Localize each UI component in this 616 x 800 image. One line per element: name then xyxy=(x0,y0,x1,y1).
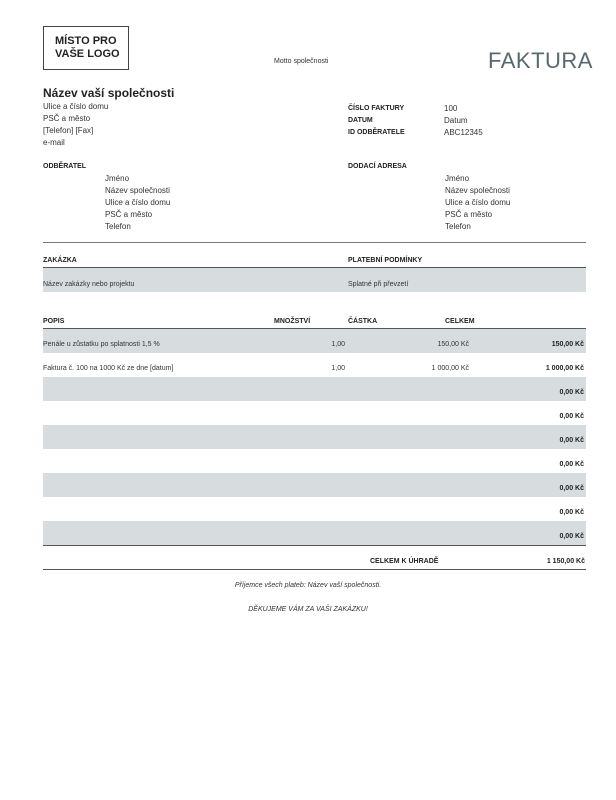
document-title: FAKTURA xyxy=(488,48,593,73)
row-total: 0,00 Kč xyxy=(559,485,584,492)
table-bottom-rule xyxy=(43,545,586,546)
table-row xyxy=(43,425,586,449)
shipping-address xyxy=(445,173,510,233)
logo-placeholder xyxy=(43,26,129,70)
company-motto: Motto společnosti xyxy=(274,58,329,65)
row-total: 0,00 Kč xyxy=(559,509,584,516)
thank-you-note: DĚKUJEME VÁM ZA VAŠI ZAKÁZKU! xyxy=(248,606,368,613)
invoice-info xyxy=(348,102,548,138)
job-label: ZAKÁZKA xyxy=(43,257,77,264)
shipping-label: DODACÍ ADRESA xyxy=(348,163,407,170)
company-address xyxy=(43,101,108,149)
table-row xyxy=(43,521,586,545)
row-quantity: 1,00 xyxy=(331,341,345,348)
invoice-date-value: Datum xyxy=(444,115,468,125)
col-price-header: ČÁSTKA xyxy=(348,318,378,325)
line-items xyxy=(43,329,586,545)
job-band xyxy=(43,268,586,292)
customer-company: Název společnosti xyxy=(105,186,170,195)
col-total-header: CELKEM xyxy=(445,318,475,325)
table-row xyxy=(43,329,586,353)
grand-total-rule xyxy=(43,569,586,570)
invoice-number-row xyxy=(348,102,548,114)
customer-id-row xyxy=(348,126,548,138)
row-total: 1 000,00 Kč xyxy=(545,365,584,372)
company-street: Ulice a číslo domu xyxy=(43,102,109,111)
invoice-date-label: DATUM xyxy=(348,116,373,124)
invoice-date-row xyxy=(348,114,548,126)
row-total: 0,00 Kč xyxy=(559,389,584,396)
customer-address xyxy=(105,173,170,233)
payment-terms-value: Splatné při převzetí xyxy=(348,281,409,288)
logo-line-1: MÍSTO PRO xyxy=(55,35,117,47)
company-email: e-mail xyxy=(43,138,65,147)
shipping-name: Jméno xyxy=(445,174,470,183)
row-total: 150,00 Kč xyxy=(551,341,584,348)
row-total: 0,00 Kč xyxy=(559,413,584,420)
row-description: Penále u zůstatku po splatnosti 1,5 % xyxy=(43,341,160,348)
col-description-header: POPIS xyxy=(43,318,65,325)
invoice-number-value: 100 xyxy=(444,103,458,113)
col-quantity-header: MNOŽSTVÍ xyxy=(274,318,311,325)
customer-name: Jméno xyxy=(105,174,130,183)
payment-terms-label: PLATEBNÍ PODMÍNKY xyxy=(348,257,423,264)
logo-line-2: VAŠE LOGO xyxy=(55,48,120,60)
table-row xyxy=(43,497,586,521)
row-total: 0,00 Kč xyxy=(559,437,584,444)
job-value: Název zakázky nebo projektu xyxy=(43,281,135,288)
row-total: 0,00 Kč xyxy=(559,533,584,540)
shipping-company: Název společnosti xyxy=(445,186,510,195)
row-price: 150,00 Kč xyxy=(437,341,469,348)
invoice-number-label: ČÍSLO FAKTURY xyxy=(348,104,405,112)
row-description: Faktura č. 100 na 1000 Kč ze dne [datum] xyxy=(43,365,174,372)
table-row xyxy=(43,353,586,377)
company-name: Název vaší společnosti xyxy=(43,86,175,100)
payee-note: Příjemce všech plateb: Název vaší společnosti. xyxy=(234,582,382,589)
table-row xyxy=(43,473,586,497)
customer-id-value: ABC12345 xyxy=(444,127,483,137)
row-total: 0,00 Kč xyxy=(559,461,584,468)
company-city: PSČ a město xyxy=(43,114,91,123)
table-row xyxy=(43,401,586,425)
grand-total-label: CELKEM K ÚHRADĚ xyxy=(370,558,439,565)
grand-total-value: 1 150,00 Kč xyxy=(546,558,585,565)
company-phone: [Telefon] [Fax] xyxy=(43,126,94,135)
customer-street: Ulice a číslo domu xyxy=(105,198,171,207)
customer-phone: Telefon xyxy=(105,222,131,231)
section-divider xyxy=(43,242,586,243)
table-row xyxy=(43,377,586,401)
shipping-city: PSČ a město xyxy=(445,210,493,219)
customer-id-label: ID ODBĚRATELE xyxy=(348,128,405,136)
row-price: 1 000,00 Kč xyxy=(431,365,469,372)
customer-city: PSČ a město xyxy=(105,210,153,219)
table-row xyxy=(43,449,586,473)
row-quantity: 1,00 xyxy=(331,365,345,372)
shipping-street: Ulice a číslo domu xyxy=(445,198,511,207)
shipping-phone: Telefon xyxy=(445,222,471,231)
customer-label: ODBĚRATEL xyxy=(43,163,87,170)
